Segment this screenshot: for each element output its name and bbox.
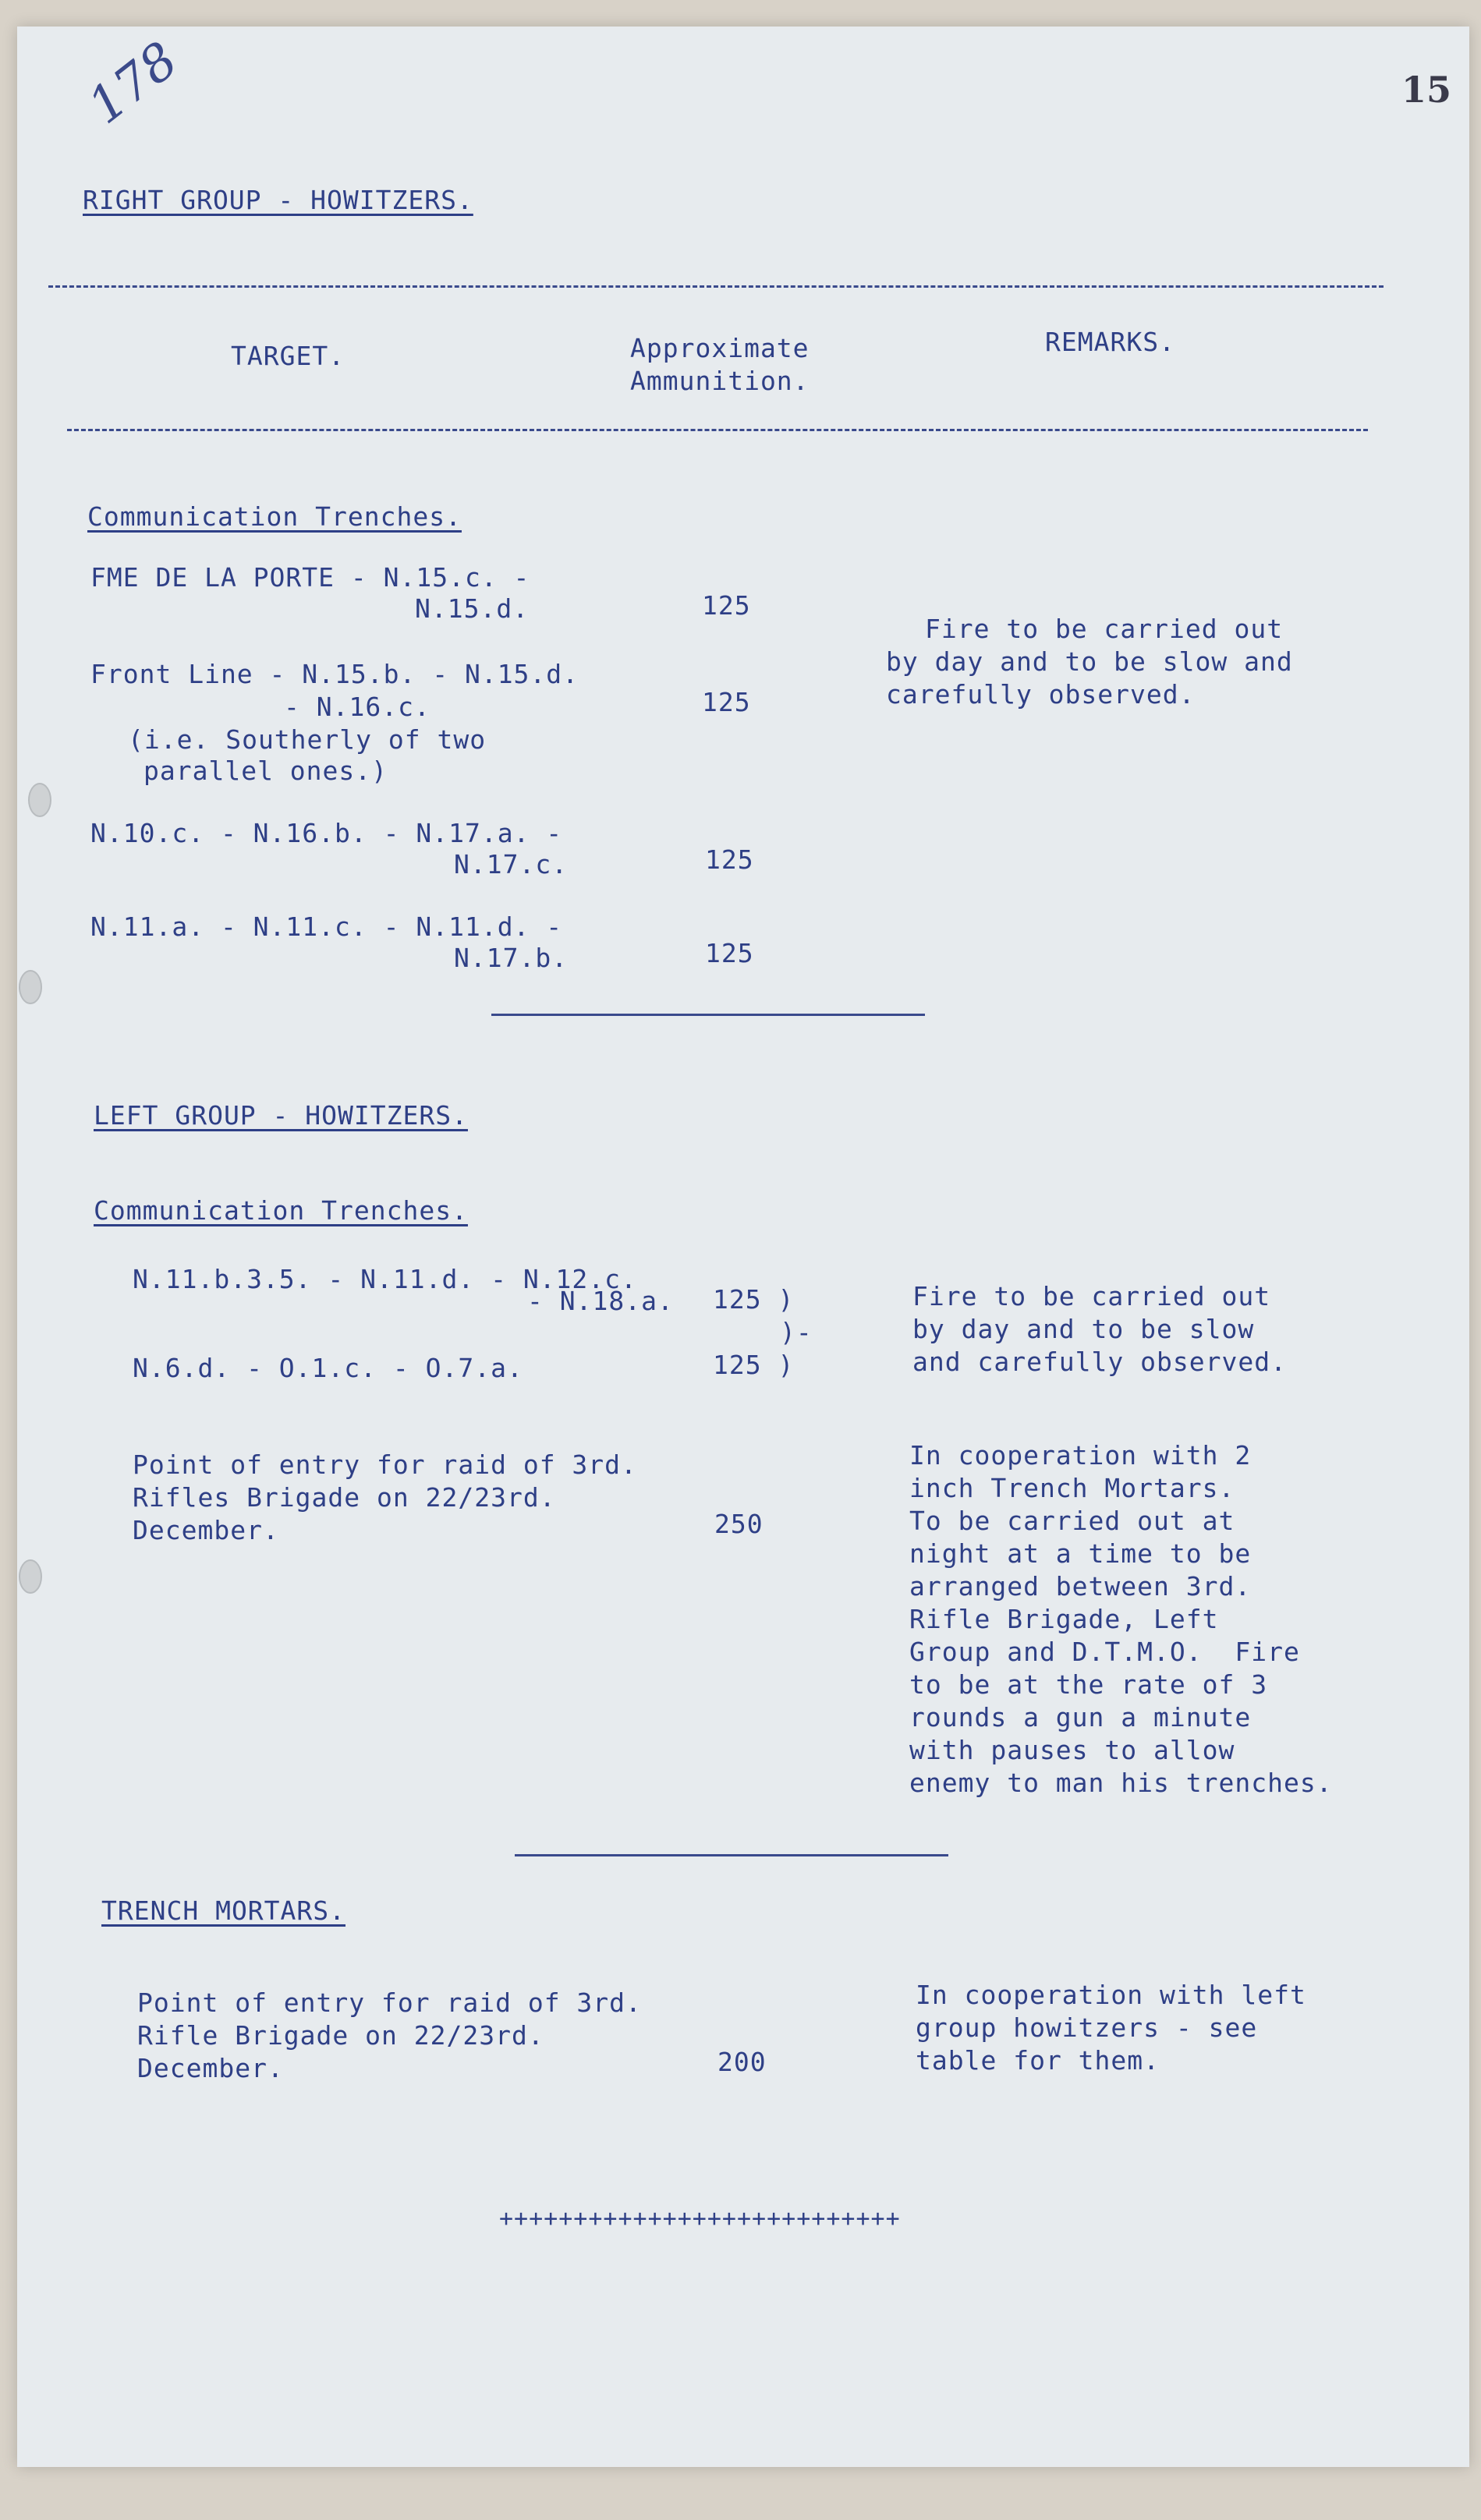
lg-row2-line1: N.6.d. - O.1.c. - O.7.a. [133, 1353, 523, 1383]
rg-row2-line3: (i.e. Southerly of two [128, 724, 487, 755]
tm-ammo: 200 [717, 2047, 767, 2077]
rg-row3-line1: N.10.c. - N.16.b. - N.17.a. - [90, 818, 563, 848]
punch-hole [28, 783, 51, 817]
col-target-header: TARGET. [231, 341, 345, 371]
table-header-rule [67, 429, 1368, 431]
col-ammo-header-2: Ammunition. [630, 366, 810, 396]
rg-row3-line2: N.17.c. [454, 849, 569, 880]
tm-remarks-line2: group howitzers - see [916, 2012, 1258, 2043]
lg-remarks2-line2: inch Trench Mortars. [909, 1473, 1235, 1503]
section-divider [515, 1854, 948, 1856]
lg-row2-ammo: 125 ) [713, 1350, 795, 1380]
col-ammo-header-1: Approximate [630, 333, 810, 363]
punch-hole [19, 1559, 42, 1594]
lg-remarks2-line9: rounds a gun a minute [909, 1702, 1252, 1732]
lg-remarks2-line4: night at a time to be [909, 1538, 1252, 1569]
lg-remarks2-line7: Group and D.T.M.O. Fire [909, 1637, 1300, 1667]
rg-row3-ammo: 125 [705, 844, 754, 875]
section-divider [491, 1014, 925, 1016]
rg-row2-line1: Front Line - N.15.b. - N.15.d. [90, 659, 579, 689]
rg-row2-line4: parallel ones.) [143, 756, 388, 786]
rg-row1-line2: N.15.d. [415, 593, 530, 624]
lg-remarks1-line1: Fire to be carried out [912, 1281, 1271, 1311]
rg-row4-line2: N.17.b. [454, 943, 569, 973]
rg-row4-ammo: 125 [705, 938, 754, 968]
punch-hole [19, 970, 42, 1004]
right-group-heading: RIGHT GROUP - HOWITZERS. [83, 185, 473, 215]
lg-remarks2-line6: Rifle Brigade, Left [909, 1604, 1219, 1634]
lg-remarks2-line8: to be at the rate of 3 [909, 1669, 1268, 1700]
rg-row1-ammo: 125 [702, 590, 751, 621]
lg-remarks1-line3: and carefully observed. [912, 1347, 1287, 1377]
table-top-rule [48, 285, 1384, 288]
lg-remarks2-line10: with pauses to allow [909, 1735, 1235, 1765]
rg-row2-ammo: 125 [702, 687, 751, 717]
rg-row2-line2: - N.16.c. [284, 692, 430, 722]
lg-row1-line2: - N.18.a. [527, 1286, 674, 1316]
lg-remarks2-line1: In cooperation with 2 [909, 1440, 1252, 1471]
rg-remarks-line3: carefully observed. [886, 679, 1196, 710]
tm-remarks-line3: table for them. [916, 2045, 1160, 2076]
left-subheading: Communication Trenches. [94, 1195, 468, 1226]
lg-row3-line3: December. [133, 1515, 279, 1545]
page-number: 15 [1401, 69, 1451, 111]
col-remarks-header: REMARKS. [1045, 327, 1175, 357]
tm-row-line1: Point of entry for raid of 3rd. [137, 1987, 642, 2018]
handwritten-folio-number: 178 [78, 31, 189, 136]
lg-row1-ammo: 125 ) [713, 1284, 795, 1315]
rg-row4-line1: N.11.a. - N.11.c. - N.11.d. - [90, 911, 563, 942]
tm-remarks-line1: In cooperation with left [916, 1980, 1306, 2010]
right-subheading: Communication Trenches. [87, 501, 462, 532]
rg-row1-line1: FME DE LA PORTE - N.15.c. - [90, 562, 530, 593]
end-of-page-marks: +++++++++++++++++++++++++++ [499, 2205, 901, 2232]
trench-mortars-heading: TRENCH MORTARS. [101, 1895, 346, 1926]
rg-remarks-line2: by day and to be slow and [886, 646, 1293, 677]
lg-remarks2-line3: To be carried out at [909, 1506, 1235, 1536]
tm-row-line3: December. [137, 2053, 284, 2083]
lg-bracket: )- [780, 1317, 813, 1347]
lg-remarks2-line11: enemy to man his trenches. [909, 1768, 1333, 1798]
lg-remarks2-line5: arranged between 3rd. [909, 1571, 1252, 1602]
lg-row3-line1: Point of entry for raid of 3rd. [133, 1449, 637, 1480]
rg-remarks-line1: Fire to be carried out [925, 614, 1284, 644]
lg-remarks1-line2: by day and to be slow [912, 1314, 1255, 1344]
lg-row3-line2: Rifles Brigade on 22/23rd. [133, 1482, 556, 1513]
tm-row-line2: Rifle Brigade on 22/23rd. [137, 2020, 544, 2051]
lg-row1-line1: N.11.b.3.5. - N.11.d. - N.12.c. [133, 1264, 637, 1294]
left-group-heading: LEFT GROUP - HOWITZERS. [94, 1100, 468, 1131]
lg-row3-ammo: 250 [714, 1509, 764, 1539]
